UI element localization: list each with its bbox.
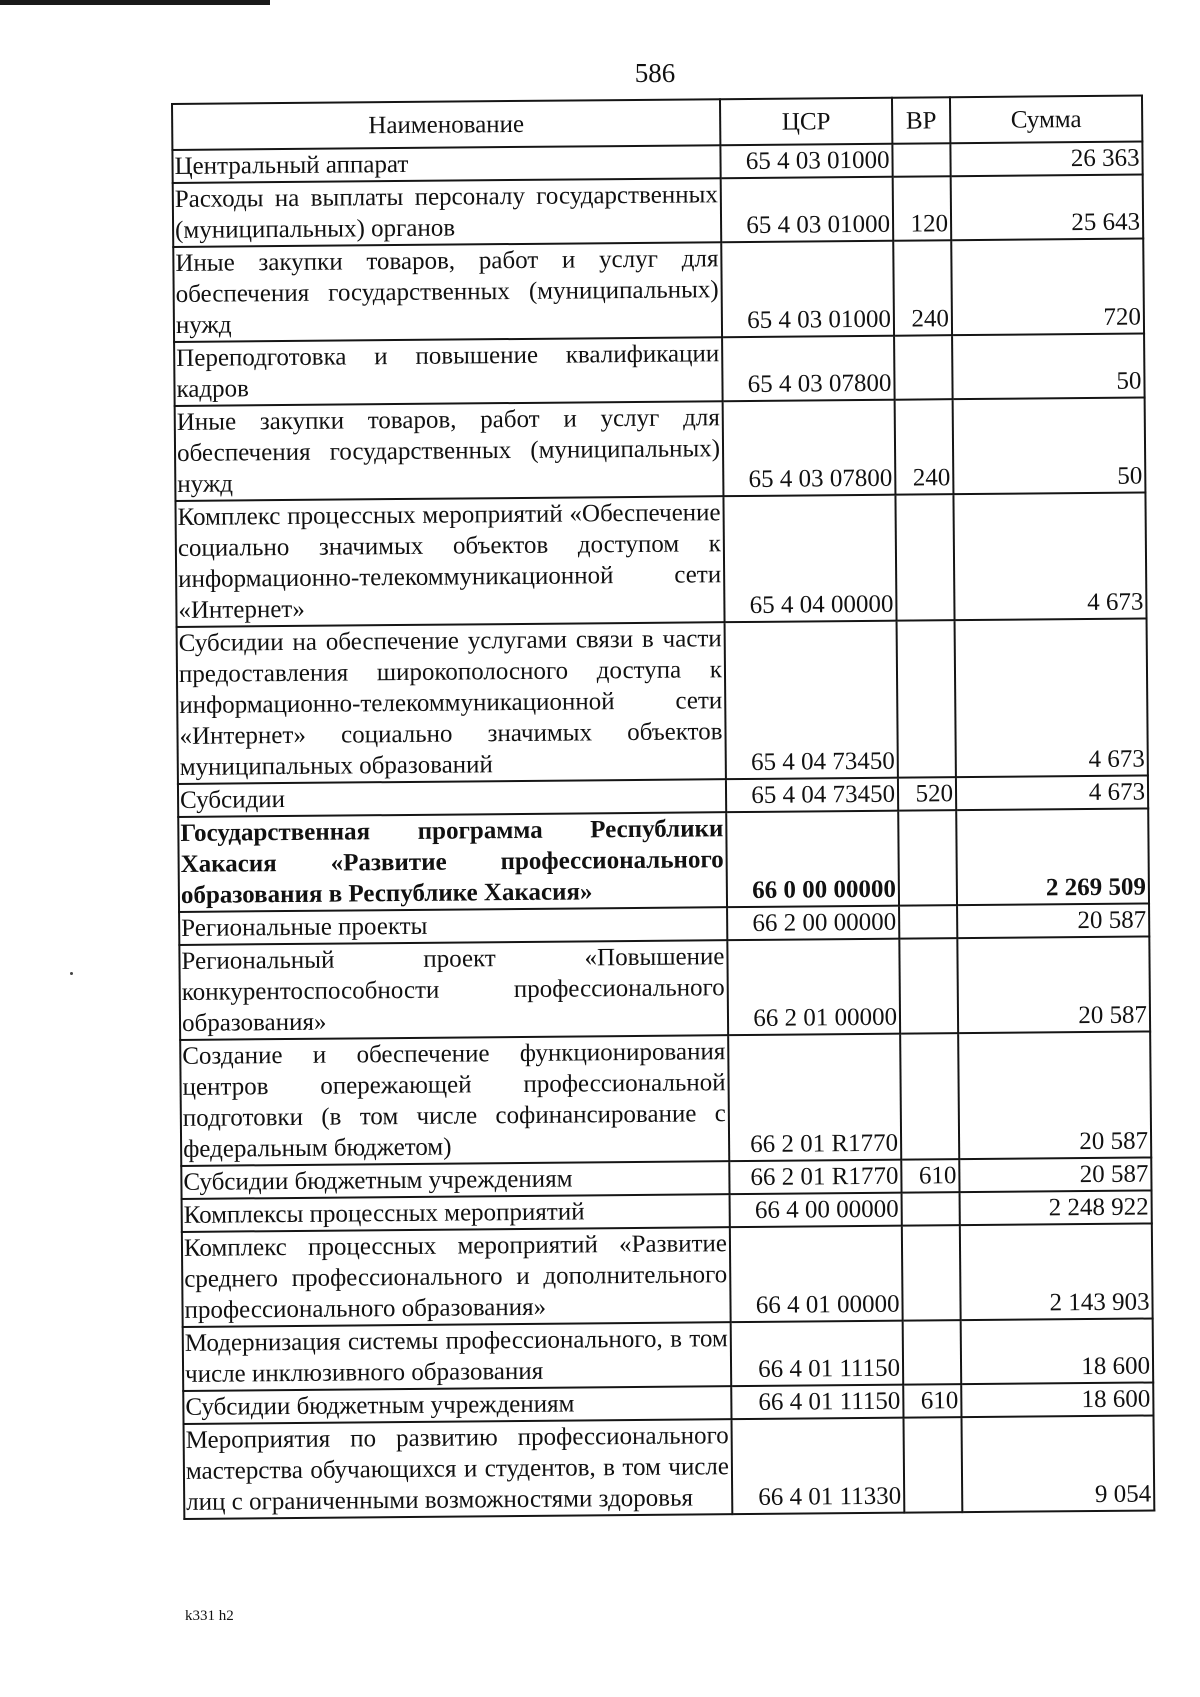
cell-vr: 120 xyxy=(893,176,952,241)
cell-name: Субсидии бюджетным учреждениям xyxy=(181,1161,729,1199)
cell-sum: 2 269 509 xyxy=(956,808,1149,905)
cell-name: Комплекс процессных мероприятий «Обеспечение социально значимых объектов доступом к информационно-телекоммуникационной сети «Интернет» xyxy=(175,496,724,627)
cell-vr xyxy=(897,620,956,778)
cell-csr: 66 2 00 00000 xyxy=(727,906,899,940)
cell-name: Расходы на выплаты персоналу государственных (муниципальных) органов xyxy=(173,178,722,247)
table-row xyxy=(175,493,1146,627)
cell-csr: 66 2 01 00000 xyxy=(727,939,900,1035)
cell-vr xyxy=(902,1225,961,1321)
page-number: 586 xyxy=(634,58,676,88)
header-name: Наименование xyxy=(172,99,720,150)
cell-vr: 240 xyxy=(893,240,952,336)
cell-name: Создание и обеспечение функционирования центров опережающей профессиональной подготовки (в том числе софинансирование с федеральным бюджетом) xyxy=(180,1035,729,1166)
cell-csr: 66 4 00 00000 xyxy=(730,1193,902,1227)
scan-speck xyxy=(70,972,73,975)
table-row xyxy=(177,619,1148,784)
cell-csr: 66 4 01 11330 xyxy=(732,1418,905,1514)
cell-csr: 66 4 01 11150 xyxy=(731,1385,903,1419)
cell-name: Государственная программа Республики Хакасия «Развитие профессионального образования в Республике Хакасия» xyxy=(178,812,727,912)
cell-sum: 4 673 xyxy=(956,776,1148,811)
table-row xyxy=(175,398,1146,501)
cell-name: Комплексы процессных мероприятий xyxy=(182,1194,730,1232)
cell-csr: 65 4 03 07800 xyxy=(722,336,895,401)
cell-sum: 26 363 xyxy=(950,142,1142,177)
cell-vr: 610 xyxy=(903,1384,961,1418)
cell-name: Иные закупки товаров, работ и услуг для обеспечения государственных (муниципальных) нужд xyxy=(175,401,724,501)
cell-vr: 240 xyxy=(895,399,954,495)
cell-sum: 2 143 903 xyxy=(960,1223,1153,1320)
table-row xyxy=(173,239,1144,342)
header-sum: Сумма xyxy=(950,96,1142,144)
cell-sum: 50 xyxy=(952,334,1145,400)
cell-vr xyxy=(902,1192,960,1226)
scan-edge-rule xyxy=(0,0,270,5)
cell-csr: 66 0 00 00000 xyxy=(726,811,899,907)
cell-vr xyxy=(898,810,957,906)
cell-sum: 20 587 xyxy=(957,903,1149,938)
cell-csr: 65 4 04 73450 xyxy=(725,621,898,779)
table-row xyxy=(179,936,1150,1039)
cell-csr: 66 2 01 R1770 xyxy=(728,1034,901,1161)
cell-csr: 66 4 01 11150 xyxy=(731,1321,904,1386)
cell-sum: 4 673 xyxy=(953,493,1146,621)
cell-vr xyxy=(899,938,958,1034)
cell-vr xyxy=(904,1417,963,1513)
cell-name: Субсидии бюджетным учреждениям xyxy=(183,1386,731,1424)
cell-name: Субсидии на обеспечение услугами связи в части предоставления широкополосного доступа к информационно-телекоммуникационной сети «Интернет» социально значимых объектов муниципальных образований xyxy=(177,622,726,784)
header-csr: ЦСР xyxy=(720,98,892,145)
cell-csr: 65 4 03 01000 xyxy=(720,144,892,178)
cell-sum: 720 xyxy=(951,239,1144,336)
table-body xyxy=(172,142,1154,1519)
cell-sum: 4 673 xyxy=(955,619,1148,778)
cell-name: Центральный аппарат xyxy=(172,145,720,183)
cell-csr: 65 4 04 73450 xyxy=(726,778,898,812)
cell-name: Региональные проекты xyxy=(179,907,727,945)
footer-code: k331 h2 xyxy=(185,1608,234,1624)
budget-table xyxy=(171,95,1155,1520)
cell-sum: 18 600 xyxy=(961,1318,1154,1384)
cell-name: Мероприятия по развитию профессионального мастерства обучающихся и студентов, в том числе лиц с ограниченными возможностями здоровья xyxy=(184,1419,733,1519)
cell-name: Субсидии xyxy=(178,779,726,817)
cell-csr: 65 4 03 07800 xyxy=(723,400,896,496)
cell-sum: 20 587 xyxy=(957,936,1150,1033)
cell-name: Комплекс процессных мероприятий «Развитие среднего профессионального и дополнительного профессионального образования» xyxy=(182,1227,731,1327)
table-row xyxy=(184,1415,1155,1518)
cell-vr xyxy=(894,335,953,400)
cell-sum: 25 643 xyxy=(951,175,1144,241)
table-row xyxy=(174,334,1145,406)
cell-csr: 66 4 01 00000 xyxy=(730,1226,903,1322)
cell-sum: 2 248 922 xyxy=(960,1190,1152,1225)
cell-vr xyxy=(903,1320,962,1385)
cell-csr: 65 4 03 01000 xyxy=(721,177,894,242)
cell-csr: 66 2 01 R1770 xyxy=(729,1160,901,1194)
cell-sum: 18 600 xyxy=(961,1382,1153,1417)
cell-csr: 65 4 03 01000 xyxy=(721,241,894,337)
header-vr: ВР xyxy=(892,97,950,144)
cell-csr: 65 4 04 00000 xyxy=(723,495,896,622)
cell-sum: 20 587 xyxy=(959,1157,1151,1192)
table-row xyxy=(178,808,1149,911)
cell-vr: 610 xyxy=(901,1159,959,1193)
table-row xyxy=(173,175,1144,247)
cell-name: Модернизация системы профессионального, в том числе инклюзивного образования xyxy=(183,1322,732,1391)
table-row xyxy=(180,1031,1151,1165)
cell-vr xyxy=(895,494,954,621)
cell-name: Региональный проект «Повышение конкурентоспособности профессионального образования» xyxy=(179,940,728,1040)
table-row xyxy=(182,1223,1153,1326)
cell-name: Иные закупки товаров, работ и услуг для обеспечения государственных (муниципальных) нужд xyxy=(173,242,722,342)
table-row xyxy=(183,1318,1154,1390)
cell-sum: 9 054 xyxy=(961,1415,1154,1512)
cell-sum: 20 587 xyxy=(958,1031,1151,1159)
cell-vr: 520 xyxy=(898,777,956,811)
cell-name: Переподготовка и повышение квалификации кадров xyxy=(174,337,723,406)
cell-vr xyxy=(899,905,957,939)
cell-sum: 50 xyxy=(953,398,1146,495)
cell-vr xyxy=(900,1033,959,1160)
cell-vr xyxy=(892,143,950,177)
